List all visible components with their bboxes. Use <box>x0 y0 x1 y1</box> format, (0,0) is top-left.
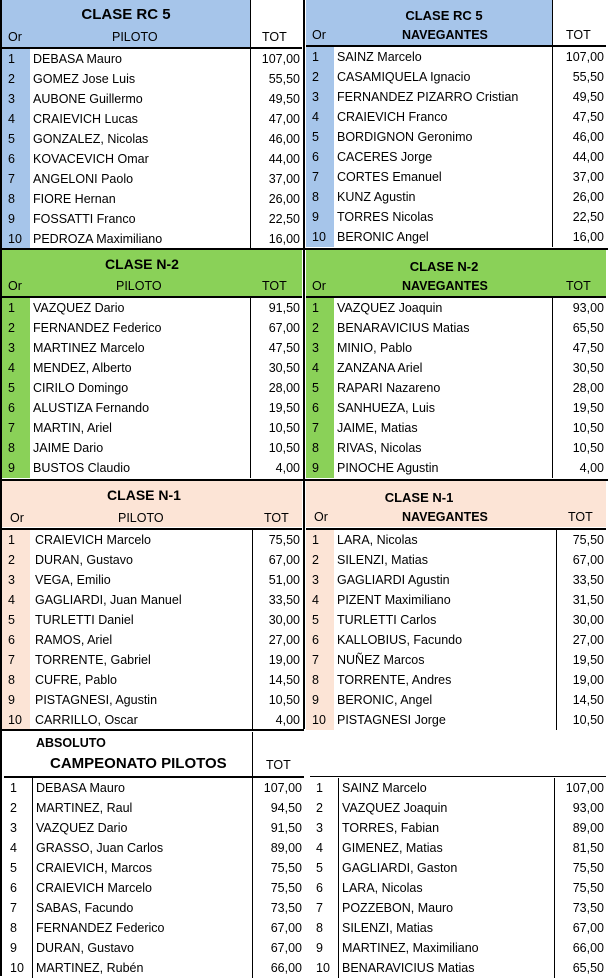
table-row: 8 SILENZI, Matias 67,00 <box>310 918 606 938</box>
table-row: 7 ANGELONI Paolo 37,00 <box>2 169 302 189</box>
table-row: 6 CACERES Jorge 44,00 <box>306 147 606 167</box>
table-row: 2 BENARAVICIUS Matias 65,50 <box>306 318 606 338</box>
table-row: 8 CUFRE, Pablo 14,50 <box>2 670 302 690</box>
table-row: 8 TORRENTE, Andres 19,00 <box>306 670 606 690</box>
table-rc5-navegantes <box>306 0 606 248</box>
col-header-tot: TOT <box>566 28 591 42</box>
table-row: 6 KALLOBIUS, Facundo 27,00 <box>306 630 606 650</box>
table-row: 8 KUNZ Agustin 26,00 <box>306 187 606 207</box>
table-row: 5 TURLETTI Carlos 30,00 <box>306 610 606 630</box>
table-row: 2 VAZQUEZ Joaquin 93,00 <box>310 798 606 818</box>
table-row: 1 CRAIEVICH Marcelo 75,50 <box>2 530 302 550</box>
table-title: CLASE RC 5 <box>81 6 171 23</box>
table-title: CAMPEONATO PILOTOS <box>50 755 227 772</box>
table-row: 5 GAGLIARDI, Gaston 75,50 <box>310 858 606 878</box>
table-row: 2 MARTINEZ, Raul 94,50 <box>4 798 304 818</box>
col-header-name: NAVEGANTES <box>402 510 488 524</box>
table-rows <box>2 298 302 478</box>
table-row: 6 RAMOS, Ariel 27,00 <box>2 630 302 650</box>
col-header-name: PILOTO <box>118 511 164 525</box>
table-title: CLASE N-1 <box>107 487 181 503</box>
table-row: 4 MENDEZ, Alberto 30,50 <box>2 358 302 378</box>
table-rows <box>306 530 606 730</box>
table-row: 1 VAZQUEZ Joaquin 93,00 <box>306 298 606 318</box>
table-n1-pilotos <box>2 481 302 729</box>
table-row: 4 GAGLIARDI, Juan Manuel 33,50 <box>2 590 302 610</box>
table-absoluto-navegantes <box>310 776 606 976</box>
table-row: 3 MARTINEZ Marcelo 47,50 <box>2 338 302 358</box>
col-header-or: Or <box>8 30 22 44</box>
table-row: 9 BERONIC, Angel 14,50 <box>306 690 606 710</box>
table-row: 7 POZZEBON, Mauro 73,50 <box>310 898 606 918</box>
table-row: 7 CORTES Emanuel 37,00 <box>306 167 606 187</box>
table-row: 10 MARTINEZ, Rubén 66,00 <box>4 958 304 978</box>
table-n1-navegantes <box>306 481 606 729</box>
table-title: CLASE RC 5 <box>405 8 483 23</box>
table-row: 2 SILENZI, Matias 67,00 <box>306 550 606 570</box>
table-row: 1 VAZQUEZ Dario 91,50 <box>2 298 302 318</box>
table-row: 6 SANHUEZA, Luis 19,50 <box>306 398 606 418</box>
table-row: 9 MARTINEZ, Maximiliano 66,00 <box>310 938 606 958</box>
table-row: 9 FOSSATTI Franco 22,50 <box>2 209 302 229</box>
table-row: 5 CRAIEVICH, Marcos 75,50 <box>4 858 304 878</box>
table-row: 1 DEBASA Mauro 107,00 <box>4 778 304 798</box>
table-row: 2 FERNANDEZ Federico 67,00 <box>2 318 302 338</box>
table-row: 2 DURAN, Gustavo 67,00 <box>2 550 302 570</box>
table-row: 8 RIVAS, Nicolas 10,50 <box>306 438 606 458</box>
table-rows <box>4 778 304 978</box>
table-row: 2 GOMEZ Jose Luis 55,50 <box>2 69 302 89</box>
table-row: 1 LARA, Nicolas 75,50 <box>306 530 606 550</box>
table-row: 3 VEGA, Emilio 51,00 <box>2 570 302 590</box>
table-row: 2 CASAMIQUELA Ignacio 55,50 <box>306 67 606 87</box>
table-row: 4 GRASSO, Juan Carlos 89,00 <box>4 838 304 858</box>
col-header-name: NAVEGANTES <box>402 28 488 42</box>
table-rc5-pilotos <box>2 0 302 248</box>
table-rows <box>306 298 606 478</box>
table-row: 10 PISTAGNESI Jorge 10,50 <box>306 710 606 730</box>
table-row: 1 DEBASA Mauro 107,00 <box>2 49 302 69</box>
table-title: CLASE N-2 <box>409 259 479 274</box>
table-row: 4 PIZENT Maximiliano 31,50 <box>306 590 606 610</box>
table-row: 7 NUÑEZ Marcos 19,50 <box>306 650 606 670</box>
table-row: 5 RAPARI Nazareno 28,00 <box>306 378 606 398</box>
table-row: 5 BORDIGNON Geronimo 46,00 <box>306 127 606 147</box>
col-header-tot: TOT <box>566 279 591 293</box>
table-row: 8 FIORE Hernan 26,00 <box>2 189 302 209</box>
table-row: 5 GONZALEZ, Nicolas 46,00 <box>2 129 302 149</box>
table-row: 3 GAGLIARDI Agustin 33,50 <box>306 570 606 590</box>
col-header-tot: TOT <box>264 511 289 525</box>
table-row: 4 GIMENEZ, Matias 81,50 <box>310 838 606 858</box>
table-title: CLASE N-2 <box>105 256 179 272</box>
col-header-or: Or <box>312 279 326 293</box>
col-header-name: PILOTO <box>116 279 162 293</box>
table-row: 5 TURLETTI Daniel 30,00 <box>2 610 302 630</box>
table-row: 4 CRAIEVICH Franco 47,50 <box>306 107 606 127</box>
col-header-tot: TOT <box>568 510 593 524</box>
col-header-name: NAVEGANTES <box>402 279 488 293</box>
col-header-tot: TOT <box>262 30 287 44</box>
table-row: 1 SAINZ Marcelo 107,00 <box>310 778 606 798</box>
divider <box>0 0 2 976</box>
table-rows <box>310 778 606 978</box>
table-n2-pilotos <box>2 250 302 478</box>
divider <box>0 479 608 481</box>
table-row: 1 SAINZ Marcelo 107,00 <box>306 47 606 67</box>
table-row: 6 LARA, Nicolas 75,50 <box>310 878 606 898</box>
table-row: 9 TORRES Nicolas 22,50 <box>306 207 606 227</box>
table-rows <box>2 530 302 730</box>
col-header-or: Or <box>10 511 24 525</box>
table-row: 7 JAIME, Matias 10,50 <box>306 418 606 438</box>
table-row: 4 ZANZANA Ariel 30,50 <box>306 358 606 378</box>
table-row: 6 CRAIEVICH Marcelo 75,50 <box>4 878 304 898</box>
table-row: 5 CIRILO Domingo 28,00 <box>2 378 302 398</box>
divider <box>0 729 304 731</box>
table-row: 10 BENARAVICIUS Matias 65,50 <box>310 958 606 978</box>
table-row: 9 PINOCHE Agustin 4,00 <box>306 458 606 478</box>
divider <box>0 248 608 250</box>
col-header-tot: TOT <box>266 758 291 772</box>
table-row: 7 TORRENTE, Gabriel 19,00 <box>2 650 302 670</box>
table-row: 7 SABAS, Facundo 73,50 <box>4 898 304 918</box>
table-n2-navegantes <box>306 250 606 478</box>
table-title-small: ABSOLUTO <box>36 736 106 750</box>
table-row: 3 FERNANDEZ PIZARRO Cristian 49,50 <box>306 87 606 107</box>
table-row: 6 ALUSTIZA Fernando 19,50 <box>2 398 302 418</box>
table-row: 4 CRAIEVICH Lucas 47,00 <box>2 109 302 129</box>
table-row: 8 FERNANDEZ Federico 67,00 <box>4 918 304 938</box>
table-row: 9 DURAN, Gustavo 67,00 <box>4 938 304 958</box>
col-header-tot: TOT <box>262 279 287 293</box>
table-row: 3 VAZQUEZ Dario 91,50 <box>4 818 304 838</box>
table-row: 7 MARTIN, Ariel 10,50 <box>2 418 302 438</box>
table-row: 6 KOVACEVICH Omar 44,00 <box>2 149 302 169</box>
divider <box>303 0 305 729</box>
table-row: 9 BUSTOS Claudio 4,00 <box>2 458 302 478</box>
table-row: 3 TORRES, Fabian 89,00 <box>310 818 606 838</box>
table-row: 10 BERONIC Angel 16,00 <box>306 227 606 247</box>
table-rows <box>306 47 606 247</box>
table-row: 9 PISTAGNESI, Agustin 10,50 <box>2 690 302 710</box>
table-rows <box>2 49 302 249</box>
col-header-or: Or <box>8 279 22 293</box>
table-row: 3 MINIO, Pablo 47,50 <box>306 338 606 358</box>
col-header-name: PILOTO <box>112 30 158 44</box>
col-header-or: Or <box>314 510 328 524</box>
table-title: CLASE N-1 <box>384 490 454 505</box>
table-row: 8 JAIME Dario 10,50 <box>2 438 302 458</box>
table-row: 3 AUBONE Guillermo 49,50 <box>2 89 302 109</box>
table-absoluto-pilotos <box>4 732 304 976</box>
col-header-or: Or <box>312 28 326 42</box>
table-row: 10 CARRILLO, Oscar 4,00 <box>2 710 302 730</box>
table-row: 10 PEDROZA Maximiliano 16,00 <box>2 229 302 249</box>
